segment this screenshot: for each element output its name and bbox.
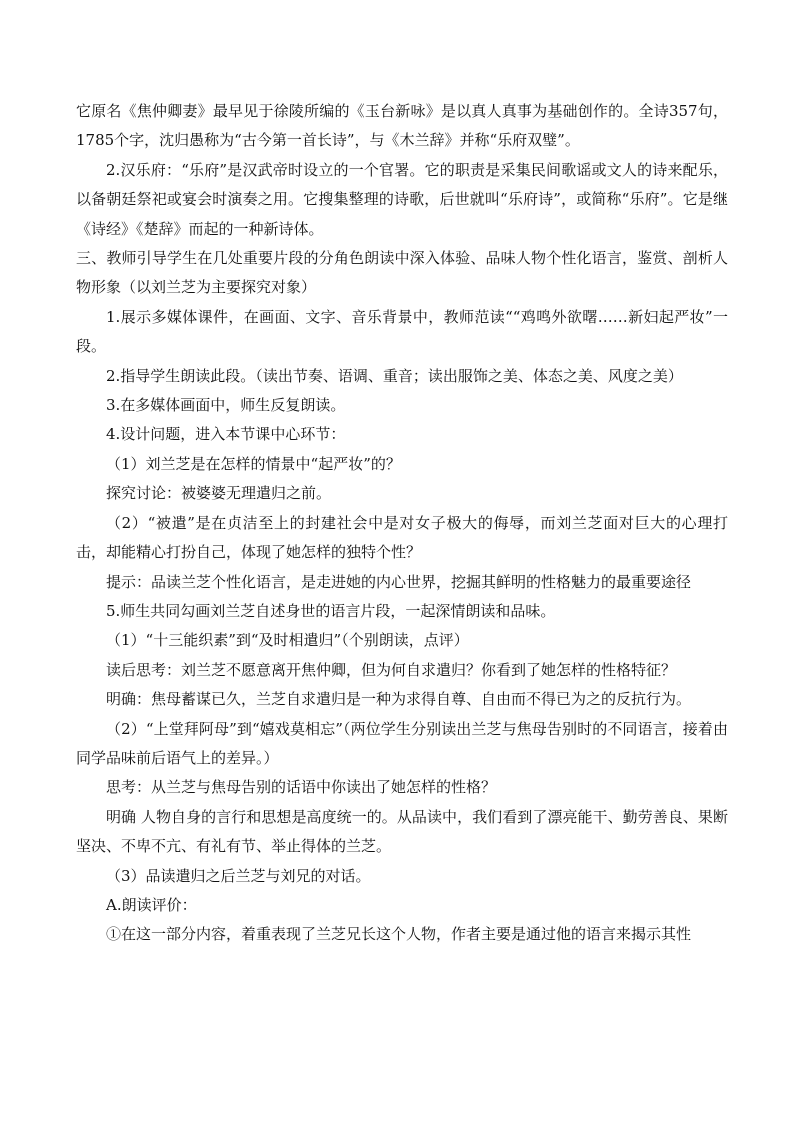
document-body — [76, 97, 728, 950]
paragraph-4: 1.展示多媒体课件，在画面、文字、音乐背景中，教师范读““鸡鸣外欲曙……新妇起严妆”一段。 — [76, 307, 728, 356]
paragraph-11: 提示：品读兰芝个性化语言，是走进她的内心世界，挖掘其鲜明的性格魅力的最重要途径 — [106, 572, 692, 591]
paragraph-15: 明确：焦母蓄谋已久，兰芝自求遣归是一种为求得自尊、自由而不得已为之的反抗行为。 — [106, 690, 692, 709]
paragraph-19: （3）品读遣归之后兰芝与刘兄的对话。 — [106, 866, 371, 885]
section-heading: 三、教师引导学生在几处重要片段的分角色朗读中深入体验、品味人物个性化语言，鉴赏、剖析人物形象（以刘兰芝为主要探究对象） — [76, 249, 728, 297]
paragraph-5: 2.指导学生朗读此段。（读出节奏、语调、重音；读出服饰之美、体态之美、风度之美） — [106, 366, 683, 385]
paragraph-6: 3.在多媒体画面中，师生反复朗读。 — [106, 396, 346, 415]
paragraph-12: 5.师生共同勾画刘兰芝自述身世的语言片段，一起深情朗读和品味。 — [106, 601, 556, 620]
paragraph-8: （1）刘兰芝是在怎样的情景中“起严妆”的？ — [106, 454, 401, 473]
paragraph-14: 读后思考：刘兰芝不愿意离开焦仲卿，但为何自求遣归？你看到了她怎样的性格特征？ — [106, 660, 677, 679]
paragraph-7: 4.设计问题，进入本节课中心环节： — [106, 425, 346, 444]
paragraph-2: 2.汉乐府：“乐府”是汉武帝时设立的一个官署。它的职责是采集民间歌谣或文人的诗来配乐，以备朝廷祭祀或宴会时演奏之用。它搜集整理的诗歌，后世就叫“乐府诗”，或简称“乐府”。它是继《诗经》《楚辞》而起的一种新诗体。 — [76, 160, 728, 238]
paragraph-21: ①在这一部分内容，着重表现了兰芝兄长这个人物，作者主要是通过他的语言来揭示其性 — [106, 925, 692, 944]
paragraph-13: （1）“十三能织素”到“及时相遣归”（个别朗读，点评） — [106, 631, 469, 650]
paragraph-1: 它原名《焦仲卿妻》最早见于徐陵所编的《玉台新咏》是以真人真事为基础创作的。全诗357句，1785个字，沈归愚称为“古今第一首长诗”，与《木兰辞》并称“乐府双璧”。 — [76, 102, 728, 150]
paragraph-9: 探究讨论：被婆婆无理遣归之前。 — [106, 484, 332, 503]
paragraph-16: （2）“上堂拜阿母”到“嬉戏莫相忘”（两位学生分别读出兰芝与焦母告别时的不同语言，接着由同学品味前后语气上的差异。） — [76, 719, 728, 767]
paragraph-10: （2）“被遣”是在贞洁至上的封建社会中是对女子极大的侮辱，而刘兰芝面对巨大的心理打击，却能精心打扮自己，体现了她怎样的独特个性？ — [76, 513, 728, 562]
paragraph-18: 明确 人物自身的言行和思想是高度统一的。从品读中，我们看到了漂亮能干、勤劳善良、果断坚决、不卑不亢、有礼有节、举止得体的兰芝。 — [76, 807, 728, 856]
paragraph-20: A.朗读评价： — [106, 895, 197, 914]
paragraph-17: 思考：从兰芝与焦母告别的话语中你读出了她怎样的性格？ — [106, 778, 497, 797]
